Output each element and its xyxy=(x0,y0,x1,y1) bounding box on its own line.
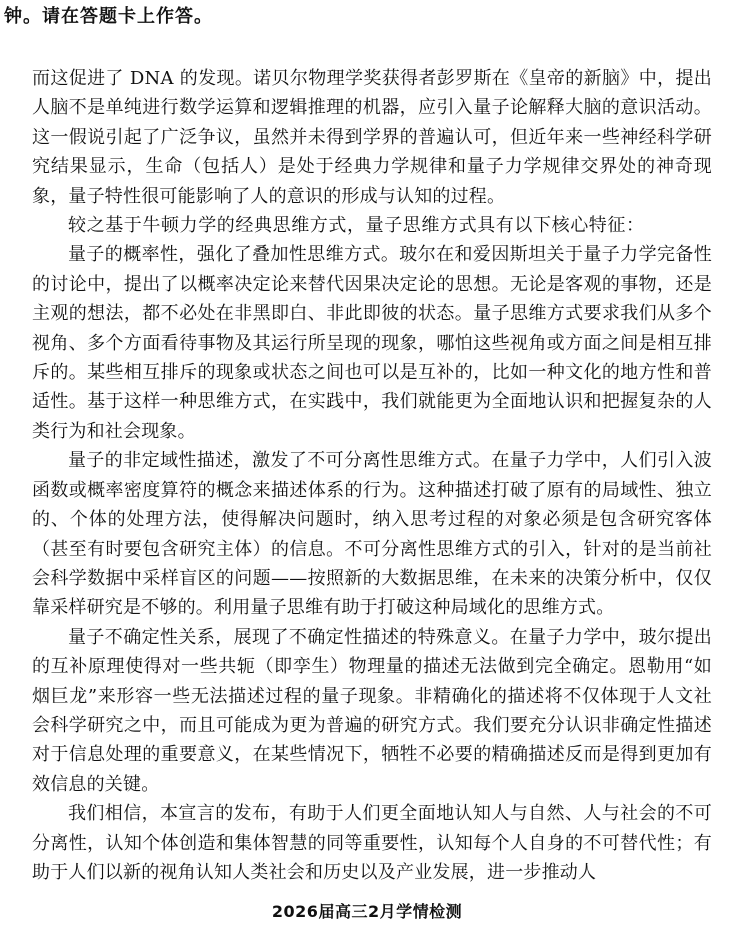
passage-paragraph-4: 量子的非定域性描述，激发了不可分离性思维方式。在量子力学中，人们引入波函数或概率密度算符的概念来描述体系的行为。这种描述打破了原有的局域性、独立的、个体的处理方法，使得解决问题时，纳入思考过程的对象必须是包含研究客体（甚至有时要包含研究主体）的信息。不可分离性思维方式的引入，针对的是当前社会科学数据中采样盲区的问题——按照新的大数据思维，在未来的决策分析中，仅仅靠采样研究是不够的。利用量子思维有助于打破这种局域化的思维方式。 xyxy=(32,450,712,619)
passage-paragraph-5: 量子不确定性关系，展现了不确定性描述的特殊意义。在量子力学中，玻尔提出的互补原理使得对一些共轭（即孪生）物理量的描述无法做到完全确定。恩勒用“如烟巨龙”来形容一些无法描述过程的量子现象。非精确化的描述将不仅体现于人文社会科学研究之中，而且可能成为更为普遍的研究方式。我们要充分认识非确定性描述对于信息处理的重要意义，在某些情况下，牺牲不必要的精确描述反而是得到更加有效信息的关键。 xyxy=(32,626,712,795)
exam-footer-title: 2026届高三2月学情检测 xyxy=(271,902,463,921)
passage-paragraph-1: 而这促进了 DNA 的发现。诺贝尔物理学奖获得者彭罗斯在《皇帝的新脑》中，提出人脑不是单纯进行数学运算和逻辑推理的机器，应引入量子论解释大脑的意识活动。这一假说引起了广泛争议，虽然并未得到学界的普遍认可，但近年来一些神经科学研究结果显示，生命（包括人）是处于经典力学规律和量子力学规律交界处的神奇现象，量子特性很可能影响了人的意识的形成与认知的过程。 xyxy=(32,68,712,207)
answer-instruction: 钟。请在答题卡上作答。 xyxy=(4,6,213,27)
passage-paragraph-2: 较之基于牛顿力学的经典思维方式，量子思维方式具有以下核心特征： xyxy=(68,215,645,237)
passage-paragraph-6: 我们相信，本宣言的发布，有助于人们更全面地认知人与自然、人与社会的不可分离性，认知个体创造和集体智慧的同等重要性，认知每个人自身的不可替代性；有助于人们以新的视角认知人类社会和历史以及产业发展，进一步推动人 xyxy=(32,803,712,883)
reading-passage xyxy=(32,64,712,887)
passage-paragraph-3: 量子的概率性，强化了叠加性思维方式。玻尔在和爱因斯坦关于量子力学完备性的讨论中，提出了以概率决定论来替代因果决定论的思想。无论是客观的事物，还是主观的想法，都不必处在非黑即白、非此即彼的状态。量子思维方式要求我们从多个视角、多个方面看待事物及其运行所呈现的现象，哪怕这些视角或方面之间是相互排斥的。某些相互排斥的现象或状态之间也可以是互补的，比如一种文化的地方性和普适性。基于这样一种思维方式，在实践中，我们就能更为全面地认识和把握复杂的人类行为和社会现象。 xyxy=(32,244,712,442)
